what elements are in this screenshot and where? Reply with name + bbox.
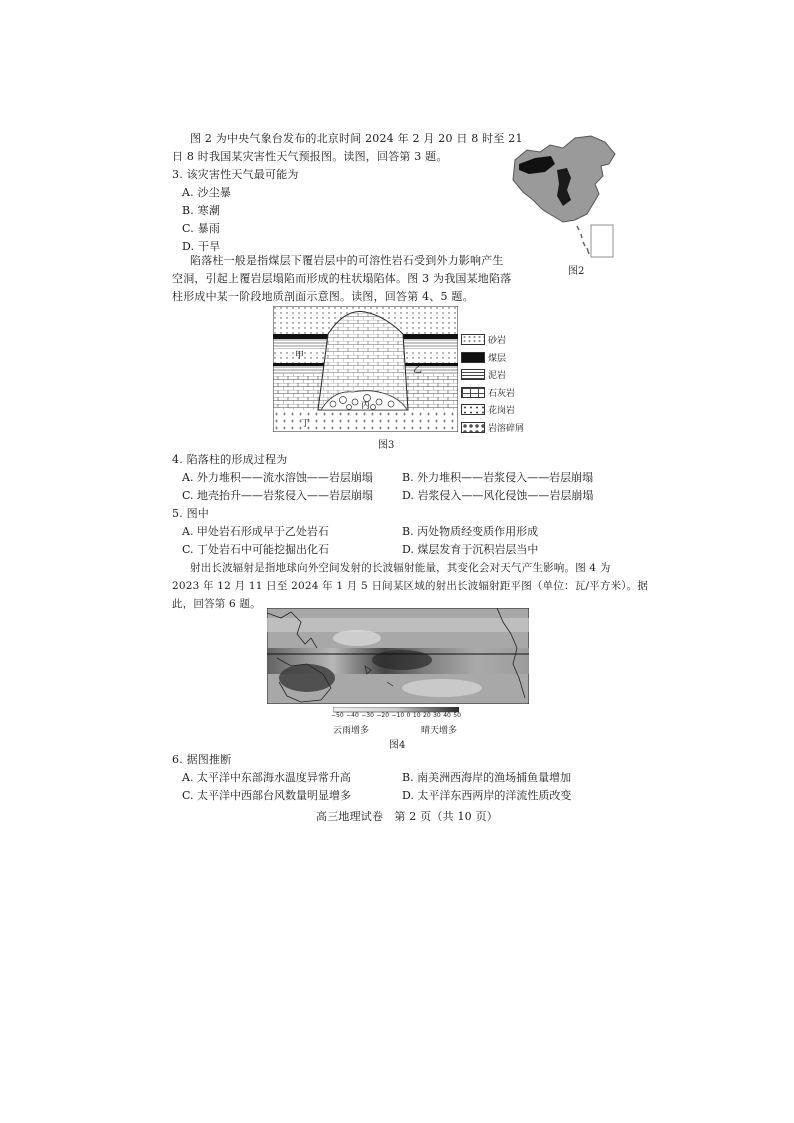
mark-jia: 甲 <box>295 351 305 361</box>
legend-row <box>461 331 524 349</box>
q5-option-c: C. 丁处岩石中可能挖掘出化石 <box>182 543 330 556</box>
fig3-legend <box>461 331 524 436</box>
q5-option-d: D. 煤层发育于沉积岩层当中 <box>402 543 539 556</box>
sandstone-swatch <box>461 334 485 345</box>
legend-row <box>461 349 524 367</box>
geological-section-figure <box>273 306 458 432</box>
legend-label: 岩溶碎屑 <box>488 423 525 434</box>
q5-option-b: B. 丙处物质经变质作用形成 <box>402 525 539 538</box>
mark-ding: 丁 <box>301 419 311 429</box>
scale-tick: −50 <box>331 712 344 719</box>
q4-option-a: A. 外力堆积——流水溶蚀——岩层崩塌 <box>182 471 373 484</box>
legend-label: 泥岩 <box>488 371 507 382</box>
scale-tick: 0 <box>406 712 411 719</box>
q3-option-c: C. 暴雨 <box>182 222 221 235</box>
scale-tick: −30 <box>361 712 374 719</box>
page-footer: 高三地理试卷 第 2 页（共 10 页） <box>316 810 498 823</box>
q3-option-a: A. 沙尘暴 <box>182 186 232 199</box>
intro-3-line-1: 射出长波辐射是指地球向外空间发射的长波辐射能量，其变化会对天气产生影响。图 4 为 <box>190 562 611 574</box>
fig3-label: 图3 <box>378 440 395 451</box>
olr-anomaly-map <box>267 608 529 704</box>
scale-tick: 40 <box>443 712 451 719</box>
q4-stem: 4. 陷落柱的形成过程为 <box>172 453 288 466</box>
scale-tick: 30 <box>433 712 441 719</box>
q3-option-d: D. 干旱 <box>182 240 221 253</box>
q6-option-b: B. 南美洲西海岸的渔场捕鱼量增加 <box>402 771 572 784</box>
q6-option-d: D. 太平洋东西两岸的洋流性质改变 <box>402 789 572 802</box>
mark-yi: 乙 <box>413 365 423 375</box>
q4-option-c: C. 地壳抬升——岩浆侵入——岩层崩塌 <box>182 489 374 502</box>
q5-option-a: A. 甲处岩石形成早于乙处岩石 <box>182 525 329 538</box>
breccia-swatch <box>461 422 485 433</box>
fig2-label: 图2 <box>568 266 585 277</box>
scale-tick: −40 <box>346 712 359 719</box>
q6-option-a: A. 太平洋中东部海水温度异常升高 <box>182 771 351 784</box>
legend-label: 砂岩 <box>488 336 507 347</box>
coal-swatch <box>461 352 485 363</box>
mudstone-swatch <box>461 369 485 380</box>
china-map-figure <box>505 130 620 260</box>
scale-tick: 50 <box>453 712 461 719</box>
south-china-sea-islands <box>577 226 589 254</box>
fig4-label: 图4 <box>389 740 406 751</box>
scale-tick: −10 <box>391 712 405 719</box>
intro-2-line-2: 空洞，引起上覆岩层塌陷而形成的柱状塌陷体。图 3 为我国某地陷落 <box>172 272 512 285</box>
q6-option-c: C. 太平洋中西部台风数量明显增多 <box>182 789 352 802</box>
scale-tick: −20 <box>376 712 390 719</box>
intro-3-line-2: 2023 年 12 月 11 日至 2024 年 1 月 5 日间某区域的射出长波辐射距平图（单位：瓦/平方米）。据 <box>172 580 649 592</box>
q4-option-b: B. 外力堆积——岩浆侵入——岩层崩塌 <box>402 471 594 484</box>
scale-left-caption: 云雨增多 <box>333 726 370 736</box>
granite-swatch <box>461 404 485 415</box>
intro-1-line-2: 日 8 时我国某灾害性天气预报图。读图，回答第 3 题。 <box>172 150 448 163</box>
legend-row <box>461 419 524 437</box>
legend-row <box>461 384 524 402</box>
legend-row <box>461 401 524 419</box>
legend-label: 花岗岩 <box>488 406 516 417</box>
legend-label: 石灰岩 <box>488 388 516 399</box>
intro-2-line-1: 陷落柱一般是指煤层下覆岩层中的可溶性岩石受到外力影响产生 <box>190 254 504 267</box>
scale-right-caption: 晴天增多 <box>421 726 458 736</box>
mark-bing: 丙 <box>361 401 371 411</box>
scale-tick: 10 <box>412 712 421 719</box>
legend-row <box>461 366 524 384</box>
legend-label: 煤层 <box>488 353 507 364</box>
q4-option-d: D. 岩浆侵入——风化侵蚀——岩层崩塌 <box>402 489 594 502</box>
intro-2-line-3: 柱形成中某一阶段地质剖面示意图。读图，回答第 4、5 题。 <box>172 290 474 303</box>
scale-ticks <box>331 712 461 719</box>
q6-stem: 6. 据图推断 <box>172 753 232 766</box>
q3-option-b: B. 寒潮 <box>182 204 221 217</box>
intro-1-line-1: 图 2 为中央气象台发布的北京时间 2024 年 2 月 20 日 8 时至 21 <box>190 132 523 145</box>
intro-3-line-3: 此，回答第 6 题。 <box>172 598 261 610</box>
q5-stem: 5. 图中 <box>172 507 209 520</box>
q3-stem: 3. 该灾害性天气最可能为 <box>172 168 299 181</box>
limestone-swatch <box>461 387 485 398</box>
scale-tick: 20 <box>423 712 431 719</box>
